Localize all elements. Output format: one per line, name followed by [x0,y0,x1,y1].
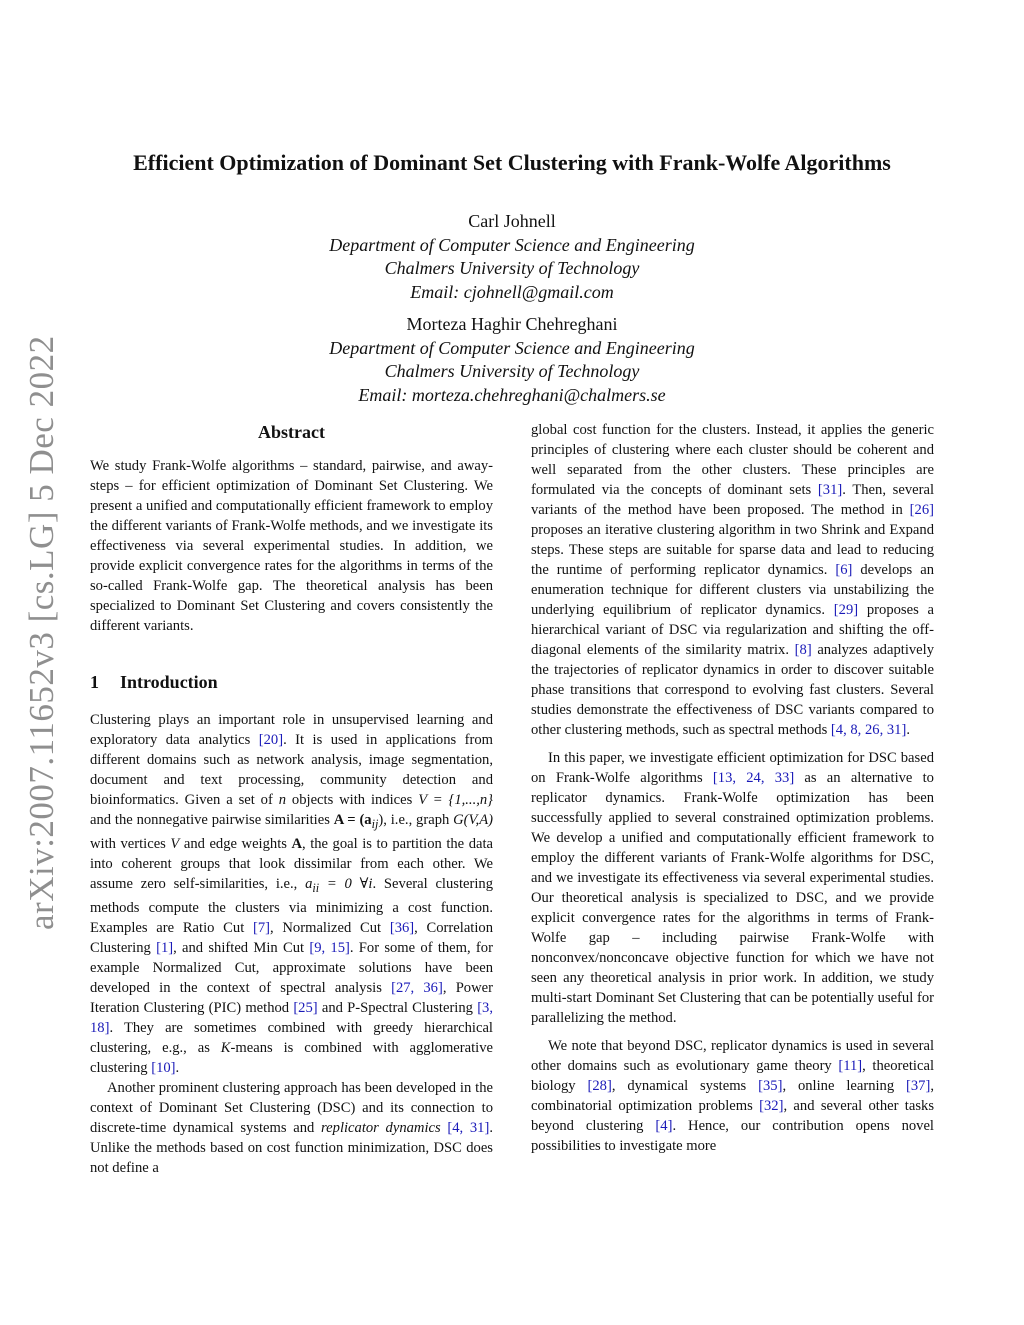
citation-link[interactable]: [3, 18] [90,999,493,1036]
abstract-heading: Abstract [258,422,325,442]
citation-link[interactable]: [35] [758,1078,783,1094]
author-block-2 [160,313,864,407]
citation-link[interactable]: [29] [833,602,859,618]
citation-link[interactable]: [6] [835,562,853,578]
citation-link[interactable]: [8] [794,642,812,658]
citation-link[interactable]: [37] [906,1078,931,1094]
right-paragraph-3: We note that beyond DSC, replicator dynamics is used in several other domains such as evolutionary game theory [11], theoretical biology [28], dynamical systems [35], online learning [37], combinatorial optimization problems [32], and several other tasks beyond clustering [4]. Hence, our contribution opens novel possibilities to investigate more [531,1038,934,1154]
citation-link[interactable]: [31] [817,482,843,498]
citation-link[interactable]: [20] [258,732,284,748]
arxiv-side-stamp: arXiv:2007.11652v3 [cs.LG] 5 Dec 2022 [22,335,61,930]
citation-link[interactable]: [10] [151,1059,176,1076]
citation-link[interactable]: [27, 36] [391,979,443,996]
citation-link[interactable]: [32] [759,1098,784,1114]
citation-link[interactable]: [4] [655,1118,673,1134]
citation-link[interactable]: [4, 31] [447,1119,490,1136]
citation-link[interactable]: [36] [389,919,415,936]
section-heading-introduction [90,670,493,694]
author-email: Email: cjohnell@gmail.com [410,281,614,302]
right-paragraph-1: global cost function for the clusters. Instead, it applies the generic principles of clustering where each cluster should be coherent and well separated from the other clusters. These principles are formulated via the concepts of dominant sets [31]. Then, several variants of the method have been proposed. The method in [26] proposes an iterative clustering algorithm in two Shrink and Expand steps. These steps are suitable for sparse data and lead to reducing the runtime of performing replicator dynamics. [6] develops an enumeration technique for different clusters via unstabilizing the underlying equilibrium of replicator dynamics. [29] proposes a hierarchical variant of DSC via regularization and shifting the off-diagonal elements of the similarity matrix. [8] analyzes adaptively the trajectories of replicator dynamics in order to discover suitable phase transitions that correspond to evolving fast clusters. Several studies demonstrate the effectiveness of DSC variants compared to other clustering methods, such as spectral methods [4, 8, 26, 31]. [531,422,935,738]
author-block-1 [160,210,864,304]
citation-link[interactable]: [28] [587,1078,612,1094]
author-department: Department of Computer Science and Engineering [329,234,695,255]
abstract-text: We study Frank-Wolfe algorithms – standard, pairwise, and away-steps – for efficient optimization of Dominant Set Clustering. We present a unified and computationally efficient framework to employ the different variants of Frank-Wolfe methods, and we investigate its effectiveness via several experimental studies. In addition, we provide explicit convergence rates for the algorithms in terms of the so-called Frank-Wolfe gap. The theoretical analysis has been specialized to Dominant Set Clustering and covers consistently the different variants. [90,458,493,634]
citation-link[interactable]: [1] [156,939,174,956]
citation-link[interactable]: [11] [838,1058,863,1074]
author-university: Chalmers University of Technology [384,361,640,381]
citation-link[interactable]: [4, 8, 26, 31] [830,722,907,738]
citation-link[interactable]: [25] [293,999,318,1016]
right-column [531,420,934,1156]
citation-link[interactable]: [7] [252,919,271,936]
paper-title: Efficient Optimization of Dominant Set Clustering with Frank-Wolfe Algorithms [133,150,891,175]
intro-paragraph-2: Another prominent clustering approach has been developed in the context of Dominant Set Clustering (DSC) and its connection to discrete-time dynamical systems and replicator dynamics [4, 31]. Unlike the methods based on cost function minimization, DSC does not define a [90,1079,493,1176]
left-column [90,420,493,1178]
author-name: Morteza Haghir Chehreghani [406,314,618,334]
citation-link[interactable]: [26] [909,502,934,518]
author-email: Email: morteza.chehreghani@chalmers.se [358,384,666,405]
citation-link[interactable]: [13, 24, 33] [712,770,795,786]
right-paragraph-2: In this paper, we investigate efficient optimization for DSC based on Frank-Wolfe algorithms [13, 24, 33] as an alternative to replicator dynamics. Frank-Wolfe optimization has been successfully applied to several constrained optimization problems. We develop a unified and computationally efficient framework to employ the different variants of Frank-Wolfe algorithms for DSC, and we investigate its effectiveness via several experimental studies. Our theoretical analysis is specialized to DSC, and we provide explicit convergence rates for the algorithms in terms of Frank-Wolfe gap – including pairwise Frank-Wolfe with nonconvex/nonconcave objective function for which we have not seen any theoretical analysis in prior work. In addition, we study multi-start Dominant Set Clustering that can be potentially useful for parallelizing the method. [531,750,934,1026]
section-number: 1 [90,672,99,692]
author-university: Chalmers University of Technology [384,258,640,278]
author-department: Department of Computer Science and Engineering [329,337,695,358]
author-name: Carl Johnell [468,211,556,231]
intro-paragraph-1: Clustering plays an important role in unsupervised learning and exploratory data analytics [20]. It is used in applications from different domains such as network analysis, image segmentation, document and text processing, community detection and bioinformatics. Given a set of n objects with indices V = {1,...,n} and the nonnegative pairwise similarities $A = (a_{ij})$, i.e., graph G(V,A) with vertices V and edge weights A, the goal is to partition the data into coherent groups that look dissimilar from each other. We assume zero self-similarities, i.e., $a_{ii} = 0$ ∀i. Several clustering methods compute the clusters via minimizing a cost function. Examples are Ratio Cut [7], Normalized Cut [36], Correlation Clustering [1], and shifted Min Cut [9, 15]. For some of them, for example Normalized Cut, approximate solutions have been developed in the context of spectral analysis [27, 36], Power Iteration Clustering (PIC) method [25] and P-Spectral Clustering [3, 18]. They are sometimes combined with greedy hierarchical clustering, e.g., as K-means is combined with agglomerative clustering [10]. [90,712,494,1076]
section-title: Introduction [120,672,218,692]
citation-link[interactable]: [9, 15] [309,939,350,956]
